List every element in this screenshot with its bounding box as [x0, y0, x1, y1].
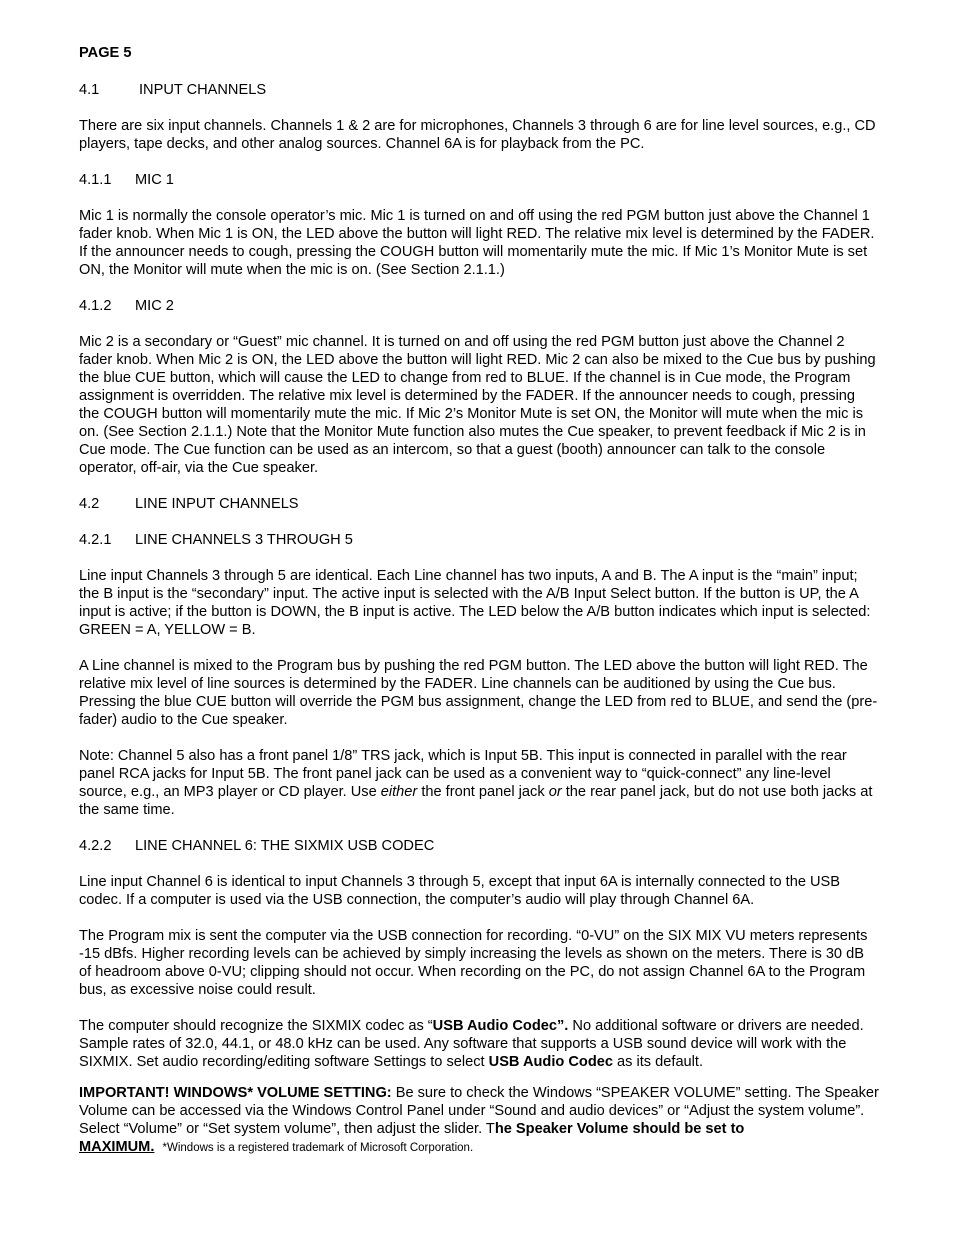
section-heading-4-2-1	[79, 531, 879, 549]
section-heading-4-1	[79, 81, 879, 99]
paragraph-channel-5-note: Note: Channel 5 also has a front panel 1/8” TRS jack, which is Input 5B. This input is connected in parallel with the rear panel RCA jacks for Input 5B. The front panel jack can be used as a convenient way to “quick-connect” any line-level source, e.g., an MP3 player or CD player. Use either the front panel jack or the rear panel jack, but do not use both jacks at the same time.	[79, 748, 873, 818]
emphasis-either: either	[380, 784, 418, 800]
paragraph-line-mixing: A Line channel is mixed to the Program bus by pushing the red PGM button. The LED above the button will light RED. The relative mix level of line sources is determined by the FADER. Line channels can be auditioned by using the Cue bus. Pressing the blue CUE button will override the PGM bus assignment, change the LED from red to BLUE, and send the (pre-fader) audio to the Cue speaker.	[79, 658, 878, 728]
section-title: LINE INPUT CHANNELS	[135, 496, 299, 512]
section-heading-4-2-2	[79, 837, 879, 855]
section-number: 4.2.2	[79, 838, 112, 854]
section-number: 4.1.2	[79, 298, 112, 314]
section-number: 4.2.1	[79, 532, 112, 548]
paragraph-channel-6: Line input Channel 6 is identical to input Channels 3 through 5, except that input 6A is internally connected to the USB codec. If a computer is used via the USB connection, the computer’s audio will play through Channel 6A.	[79, 874, 840, 908]
section-title: INPUT CHANNELS	[139, 82, 267, 98]
paragraph-line-inputs: Line input Channels 3 through 5 are identical. Each Line channel has two inputs, A and B. The A input is the “main” input; the B input is the “secondary” input. The active input is selected with the A/B Input Select button. If the button is UP, the A input is active; if the button is DOWN, the B input is active. The LED below the A/B button indicates which input is selected: GREEN = A, YELLOW = B.	[79, 568, 871, 638]
section-title: LINE CHANNEL 6: THE SIXMIX USB CODEC	[135, 838, 435, 854]
section-title: MIC 1	[135, 172, 174, 188]
section-heading-4-1-2	[79, 297, 879, 315]
paragraph-usb-codec: The computer should recognize the SIXMIX codec as “USB Audio Codec”. No additional software or drivers are needed. Sample rates of 32.0, 44.1, or 48.0 kHz can be used. Any software that supports a USB sound device will work with the SIXMIX. Set audio recording/editing software Settings to select USB Audio Codec as its default.	[79, 1018, 864, 1070]
section-number: 4.2	[79, 496, 100, 512]
section-heading-4-1-1	[79, 171, 879, 189]
section-title: MIC 2	[135, 298, 174, 314]
page-number: PAGE 5	[79, 45, 132, 61]
document-page	[79, 44, 879, 1175]
bold-usb-audio-codec: USB Audio Codec”.	[432, 1018, 569, 1034]
paragraph-program-mix: The Program mix is sent the computer via the USB connection for recording. “0-VU” on the SIX MIX VU meters represents -15 dBfs. Higher recording levels can be achieved by simply increasing the levels as shown on the meters. There is 30 dB of headroom above 0-VU; clipping should not occur. When recording on the PC, do not assign Channel 6A to the Program bus, as excessive noise could result.	[79, 928, 868, 998]
section-number: 4.1.1	[79, 172, 112, 188]
bold-usb-audio-codec-default: USB Audio Codec	[488, 1054, 613, 1070]
emphasis-or: or	[548, 784, 562, 800]
section-heading-4-2	[79, 495, 879, 513]
important-label: IMPORTANT! WINDOWS* VOLUME SETTING:	[79, 1085, 392, 1101]
paragraph-input-channels: There are six input channels. Channels 1 & 2 are for microphones, Channels 3 through 6 are for line level sources, e.g., CD players, tape decks, and other analog sources. Channel 6A is for playback from the PC.	[79, 118, 876, 152]
paragraph-mic-1: Mic 1 is normally the console operator’s mic. Mic 1 is turned on and off using the red PGM button just above the Channel 1 fader knob. When Mic 1 is ON, the LED above the button will light RED. The relative mix level is determined by the FADER. If the announcer needs to cough, pressing the COUGH button will momentarily mute the mic. If Mic 1’s Monitor Mute is set ON, the Monitor will mute when the mic is on. (See Section 2.1.1.)	[79, 208, 875, 278]
section-title: LINE CHANNELS 3 THROUGH 5	[135, 532, 353, 548]
maximum-emphasis: MAXIMUM.	[79, 1139, 155, 1155]
paragraph-mic-2: Mic 2 is a secondary or “Guest” mic channel. It is turned on and off using the red PGM button just above the Channel 2 fader knob. When Mic 2 is ON, the LED above the button will light RED. Mic 2 can also be mixed to the Cue bus by pushing the blue CUE button, which will cause the LED to change from red to BLUE. If the channel is in Cue mode, the Program assignment is overridden. The relative mix level is determined by the FADER. If the announcer needs to cough, pressing the COUGH button will momentarily mute the mic. If Mic 2’s Monitor Mute is set ON, the Monitor will mute when the mic is on. (See Section 2.1.1.) Note that the Monitor Mute function also mutes the Cue speaker, to prevent feedback if Mic 2 is in Cue mode. The Cue function can be used as an intercom, so that a guest (booth) announcer can talk to the console operator, off-air, via the Cue speaker.	[79, 334, 876, 476]
paragraph-windows-volume: IMPORTANT! WINDOWS* VOLUME SETTING: Be sure to check the Windows “SPEAKER VOLUME” setting. The Speaker Volume can be accessed via the Windows Control Panel under “Sound and audio devices” or “Adjust the system volume”. Select “Volume” or “Set system volume”, then adjust the slider. The Speaker Volume should be set to MAXIMUM. *Windows is a registered trademark of Microsoft Corporation.	[79, 1085, 879, 1155]
section-number: 4.1	[79, 82, 100, 98]
trademark-footnote: *Windows is a registered trademark of Microsoft Corporation.	[162, 1142, 474, 1154]
